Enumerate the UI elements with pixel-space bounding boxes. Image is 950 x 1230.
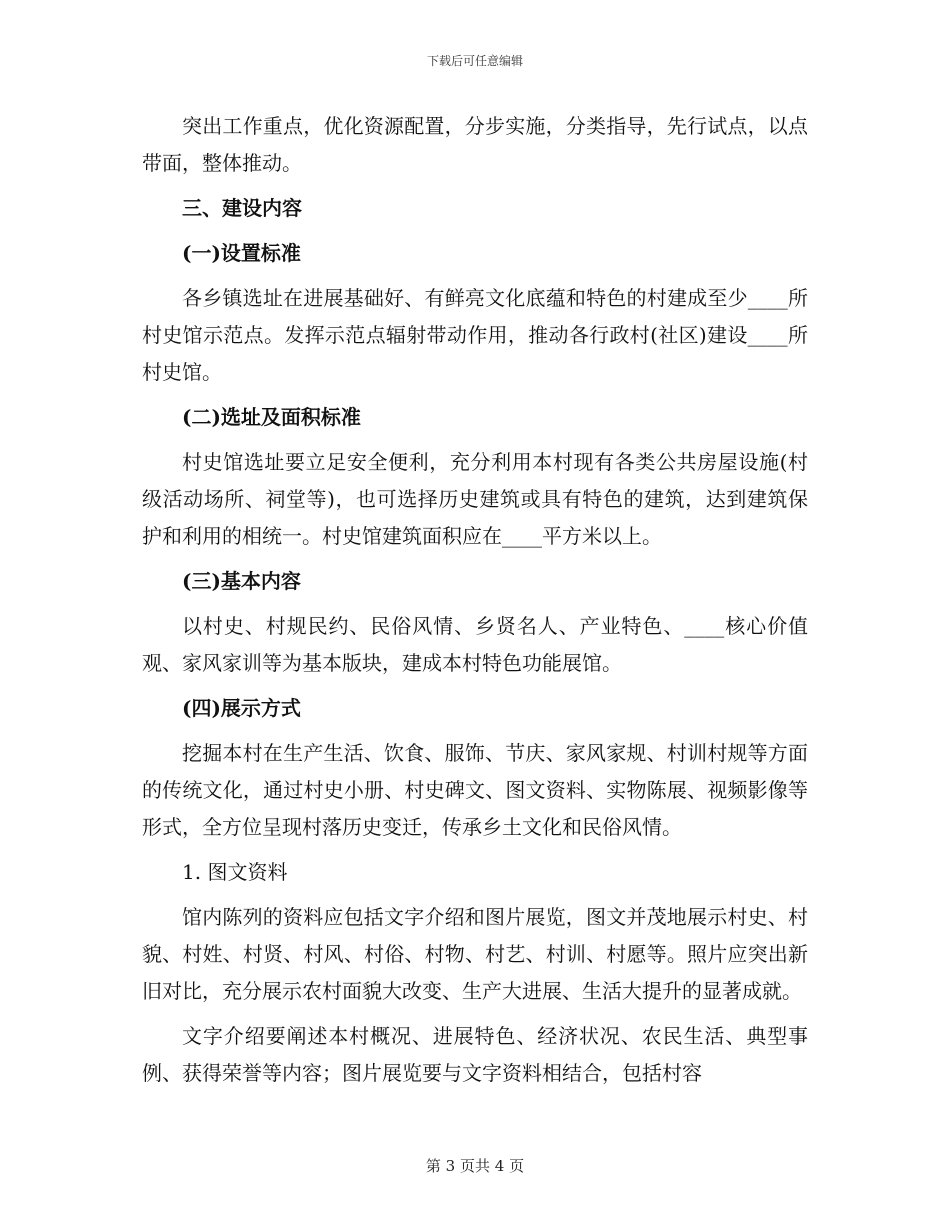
paragraph-display-method: 挖掘本村在生产生活、饮食、服饰、节庆、家风家规、村训村规等方面的传统文化，通过村史小册、村史碑文、图文资料、实物陈展、视频影像等形式，全方位呈现村落历史变迁，传承乡土文化和民俗风情。 [142, 741, 808, 839]
document-body [142, 108, 808, 1092]
paragraph-setting-standard: 各乡镇选址在进展基础好、有鲜亮文化底蕴和特色的村建成至少____所村史馆示范点。发挥示范点辐射带动作用，推动各行政村(社区)建设____所村史馆。 [142, 286, 808, 384]
section-heading-construction-content: 三、建设内容 [182, 196, 302, 220]
paragraph-work-focus: 突出工作重点，优化资源配置，分步实施，分类指导，先行试点，以点带面，整体推动。 [142, 114, 808, 175]
paragraph-site-area-standard: 村史馆选址要立足安全便利，充分利用本村现有各类公共房屋设施(村级活动场所、祠堂等)，也可选择历史建筑或具有特色的建筑，达到建筑保护和利用的相统一。村史馆建筑面积应在____平方米以上。 [142, 450, 808, 548]
subheading-basic-content: (三)基本内容 [182, 569, 301, 593]
paragraph-graphic-materials: 馆内陈列的资料应包括文字介绍和图片展览，图文并茂地展示村史、村貌、村姓、村贤、村风、村俗、村物、村艺、村训、村愿等。照片应突出新旧对比，充分展示农村面貌大改变、生产大进展、生活大提升的显著成就。 [142, 905, 808, 1003]
list-item-graphic-materials: 1. 图文资料 [182, 860, 288, 884]
page-number-footer: 第 3 页共 4 页 [425, 1157, 525, 1175]
page-header: 下载后可任意编辑 [426, 54, 523, 68]
subheading-site-area-standard: (二)选址及面积标准 [182, 405, 361, 429]
paragraph-basic-content: 以村史、村规民约、民俗风情、乡贤名人、产业特色、____核心价值观、家风家训等为基本版块，建成本村特色功能展馆。 [142, 614, 808, 675]
paragraph-text-introduction: 文字介绍要阐述本村概况、进展特色、经济状况、农民生活、典型事例、获得荣誉等内容；图片展览要与文字资料相结合，包括村容 [142, 1024, 808, 1085]
subheading-setting-standard: (一)设置标准 [182, 241, 301, 265]
subheading-display-method: (四)展示方式 [182, 696, 301, 720]
